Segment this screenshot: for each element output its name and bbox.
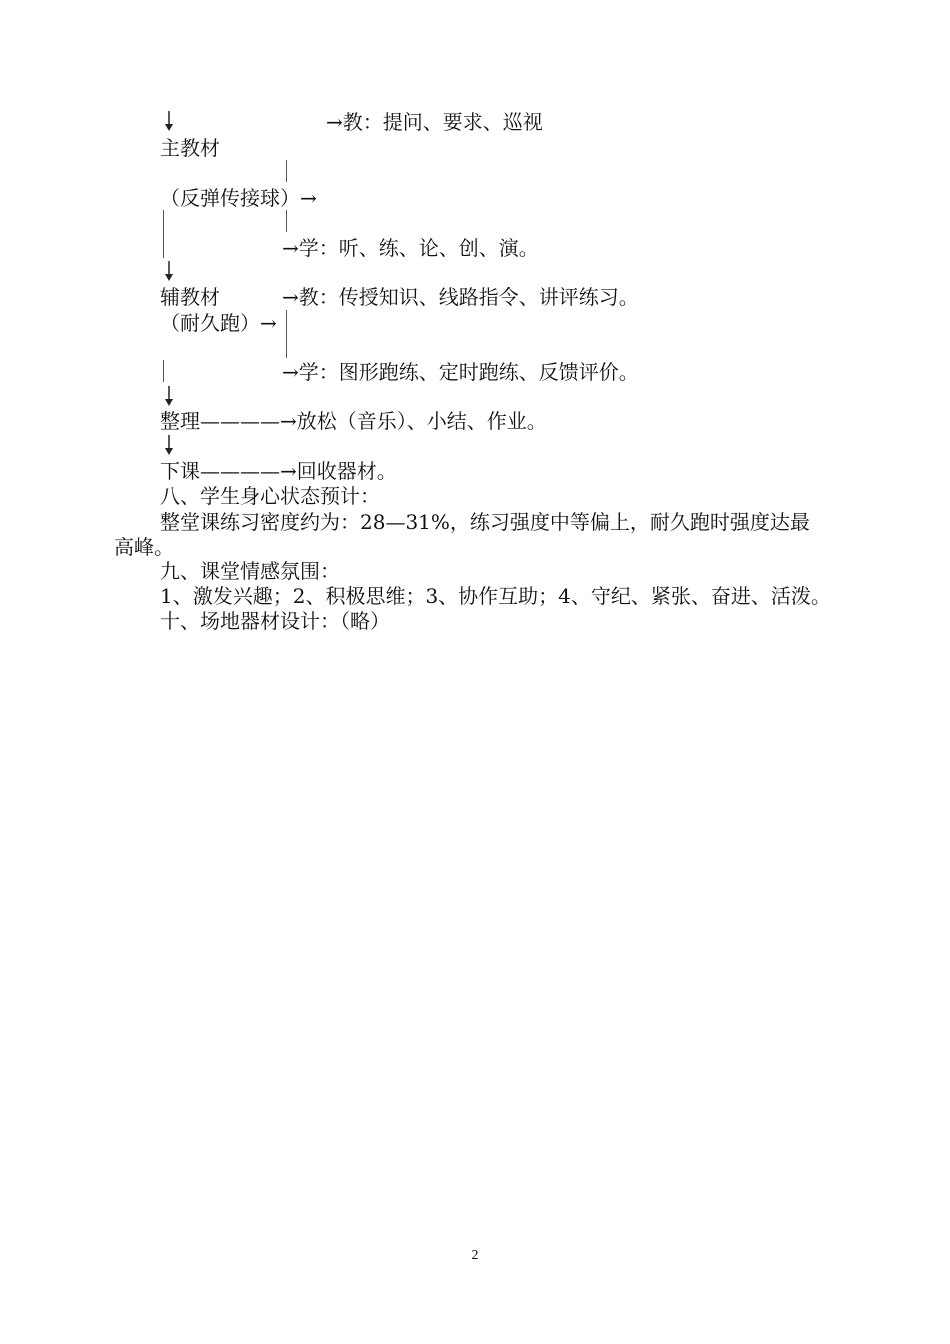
- down-arrow-icon: [162, 434, 176, 456]
- section-8-body: 整堂课练习密度约为：28—31%，练习强度中等偏上，耐久跑时强度达最: [160, 510, 810, 534]
- flow-connector-line: [163, 360, 164, 382]
- flow-connector-line: [286, 160, 287, 182]
- section-9-body: 1、激发兴趣；2、积极思维；3、协作互助；4、守纪、紧张、奋进、活泼。: [160, 584, 831, 608]
- section-9-heading: 九、课堂情感氛围：: [160, 559, 340, 583]
- flow-main-learn: →学：听、练、论、创、演。: [282, 236, 539, 260]
- flow-aux-teach: →教：传授知识、线路指令、讲评练习。: [282, 285, 639, 309]
- flow-connector-line: [163, 210, 164, 258]
- flow-connector-line: [286, 210, 287, 232]
- section-8-heading: 八、学生身心状态预计：: [160, 484, 380, 508]
- flow-aux-learn: →学：图形跑练、定时跑练、反馈评价。: [282, 360, 639, 384]
- section-10-heading: 十、场地器材设计：（略）: [160, 609, 390, 633]
- down-arrow-icon: [162, 260, 176, 282]
- flow-aux-material: 辅教材: [160, 285, 220, 309]
- flow-tidy: 整理————→放松（音乐）、小结、作业。: [160, 409, 547, 433]
- flow-main-teach: →教：提问、要求、巡视: [326, 110, 543, 134]
- flow-connector-line: [286, 310, 287, 358]
- down-arrow-icon: [162, 385, 176, 407]
- down-arrow-icon: [162, 110, 176, 132]
- flow-aux-material-sub: （耐久跑）→: [160, 311, 277, 335]
- flow-main-material: 主教材: [160, 136, 220, 160]
- section-8-body-cont: 高峰。: [114, 535, 174, 559]
- flow-main-material-sub: （反弹传接球）→: [160, 186, 317, 210]
- flow-dismiss: 下课————→回收器材。: [160, 459, 397, 483]
- page-number: 2: [471, 1248, 479, 1263]
